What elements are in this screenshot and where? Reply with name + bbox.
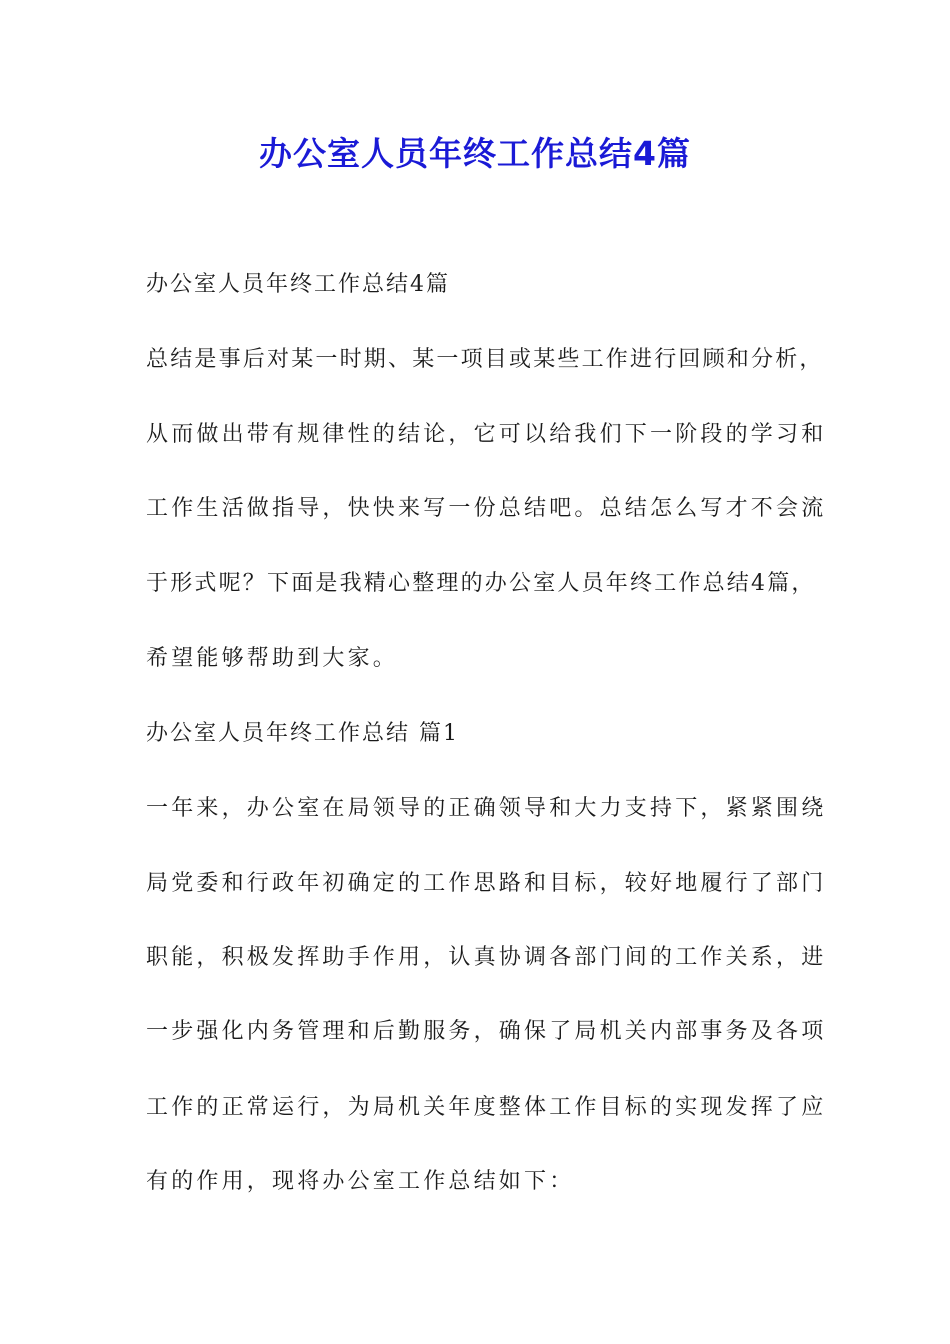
subtitle-line: 办公室人员年终工作总结4篇 xyxy=(146,272,450,297)
body-line: 一步强化内务管理和后勤服务，确保了局机关内部事务及各项 xyxy=(146,1019,827,1044)
body-line: 有的作用，现将办公室工作总结如下： xyxy=(146,1169,575,1194)
document-title: 办公室人员年终工作总结4篇 xyxy=(259,134,691,173)
body-line: 希望能够帮助到大家。 xyxy=(146,646,399,671)
body-line: 从而做出带有规律性的结论，它可以给我们下一阶段的学习和 xyxy=(146,422,827,447)
body-line: 工作的正常运行，为局机关年度整体工作目标的实现发挥了应 xyxy=(146,1095,827,1120)
body-line: 工作生活做指导，快快来写一份总结吧。总结怎么写才不会流 xyxy=(146,496,827,521)
body-line: 职能，积极发挥助手作用，认真协调各部门间的工作关系，进 xyxy=(146,945,827,970)
body-line: 总结是事后对某一时期、某一项目或某些工作进行回顾和分析， xyxy=(146,347,824,372)
body-line: 于形式呢？下面是我精心整理的办公室人员年终工作总结4篇， xyxy=(146,571,816,596)
body-line: 局党委和行政年初确定的工作思路和目标，较好地履行了部门 xyxy=(146,871,827,896)
section-heading: 办公室人员年终工作总结 篇1 xyxy=(146,721,459,746)
body-line: 一年来，办公室在局领导的正确领导和大力支持下，紧紧围绕 xyxy=(146,796,827,821)
